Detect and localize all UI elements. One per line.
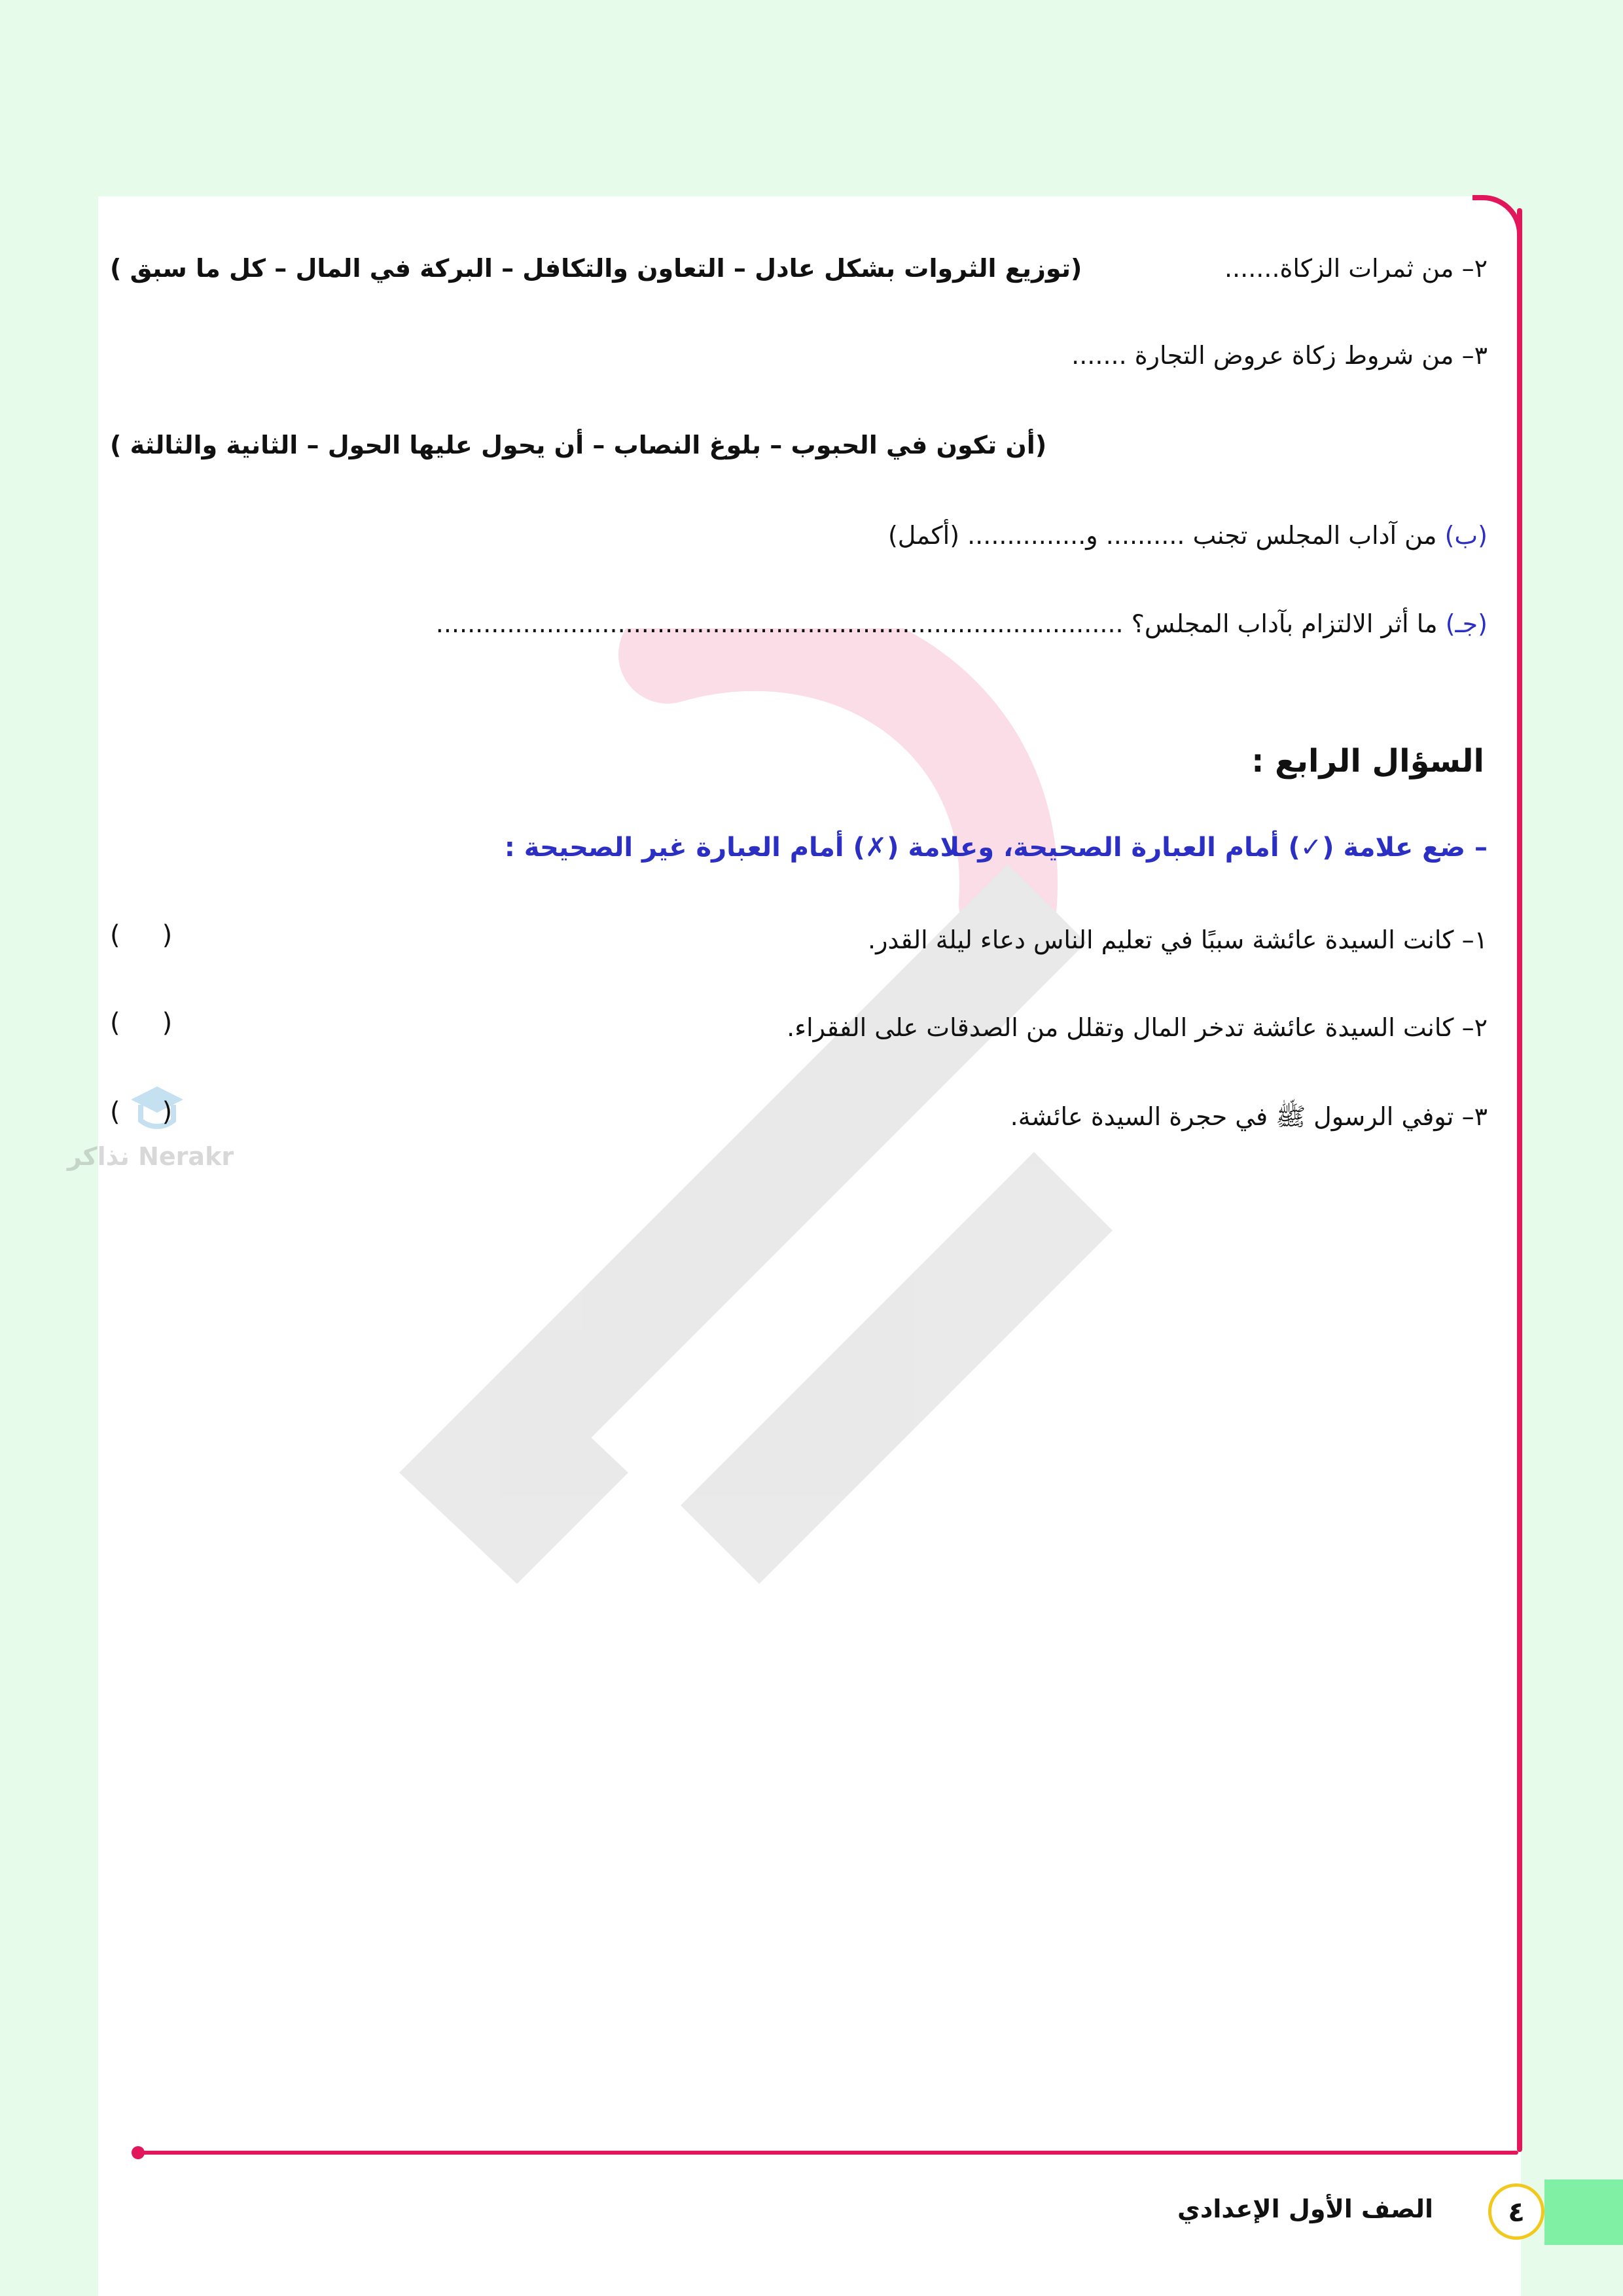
q4-item-2: ٢– كانت السيدة عائشة تدخر المال وتقلل من الصدقات على الفقراء.: [787, 1013, 1488, 1042]
q3-b-text: من آداب المجلس تجنب .......... و............... (أكمل): [887, 521, 1437, 550]
q3-item2-answer: (توزيع الثروات بشكل عادل – التعاون والتكافل – البركة في المال – كل ما سبق ): [110, 254, 1082, 283]
page-number: ٤: [1488, 2183, 1544, 2240]
q3-b-marker: (ب): [1444, 521, 1488, 550]
q4-instruction: – ضع علامة (✓) أمام العبارة الصحيحة، وعلامة (✗) أمام العبارة غير الصحيحة :: [504, 833, 1488, 863]
q3-c-text: ما أثر الالتزام بآداب المجلس؟ .......................................................................................: [435, 609, 1438, 638]
bottom-rule-dot: [132, 2146, 145, 2159]
q4-item-1: ١– كانت السيدة عائشة سببًا في تعليم الناس دعاء ليلة القدر.: [867, 925, 1488, 954]
q3-item3-label: ٣– من شروط زكاة عروض التجارة .......: [1071, 341, 1488, 370]
q4-item-3: ٣– توفي الرسول ﷺ في حجرة السيدة عائشة.: [1010, 1102, 1488, 1131]
page-sheet: [98, 196, 1521, 2296]
q3-item3-answer: (أن تكون في الحبوب – بلوغ النصاب – أن يحول عليها الحول – الثانية والثالثة ): [110, 431, 1047, 459]
bottom-border-rule: [137, 2151, 1518, 2155]
footer-tab: [1544, 2179, 1623, 2245]
paren-close: ): [162, 1008, 173, 1038]
paren-close: ): [162, 1097, 173, 1127]
svg-text:Nerakr نذاكر: Nerakr نذاكر: [67, 1142, 234, 1171]
q3-item2-label: ٢– من ثمرات الزكاة.......: [1224, 254, 1488, 283]
q3-c-marker: (جـ): [1445, 609, 1488, 638]
q4-heading: السؤال الرابع :: [1251, 743, 1484, 780]
q4-answer-box-3[interactable]: [110, 1097, 172, 1127]
paren-open: (: [110, 1097, 120, 1127]
page-corner-decoration: [1472, 195, 1522, 234]
q4-answer-box-1[interactable]: [110, 920, 172, 950]
right-border-rule: [1517, 208, 1522, 2152]
q3-part-b: [888, 516, 1488, 555]
paren-open: (: [110, 1008, 120, 1038]
footer-grade-title: الصف الأول الإعدادي: [1177, 2195, 1433, 2223]
paren-open: (: [110, 920, 120, 950]
q3-part-c: [436, 604, 1488, 643]
q4-answer-box-2[interactable]: [110, 1008, 172, 1038]
paren-close: ): [162, 920, 173, 950]
